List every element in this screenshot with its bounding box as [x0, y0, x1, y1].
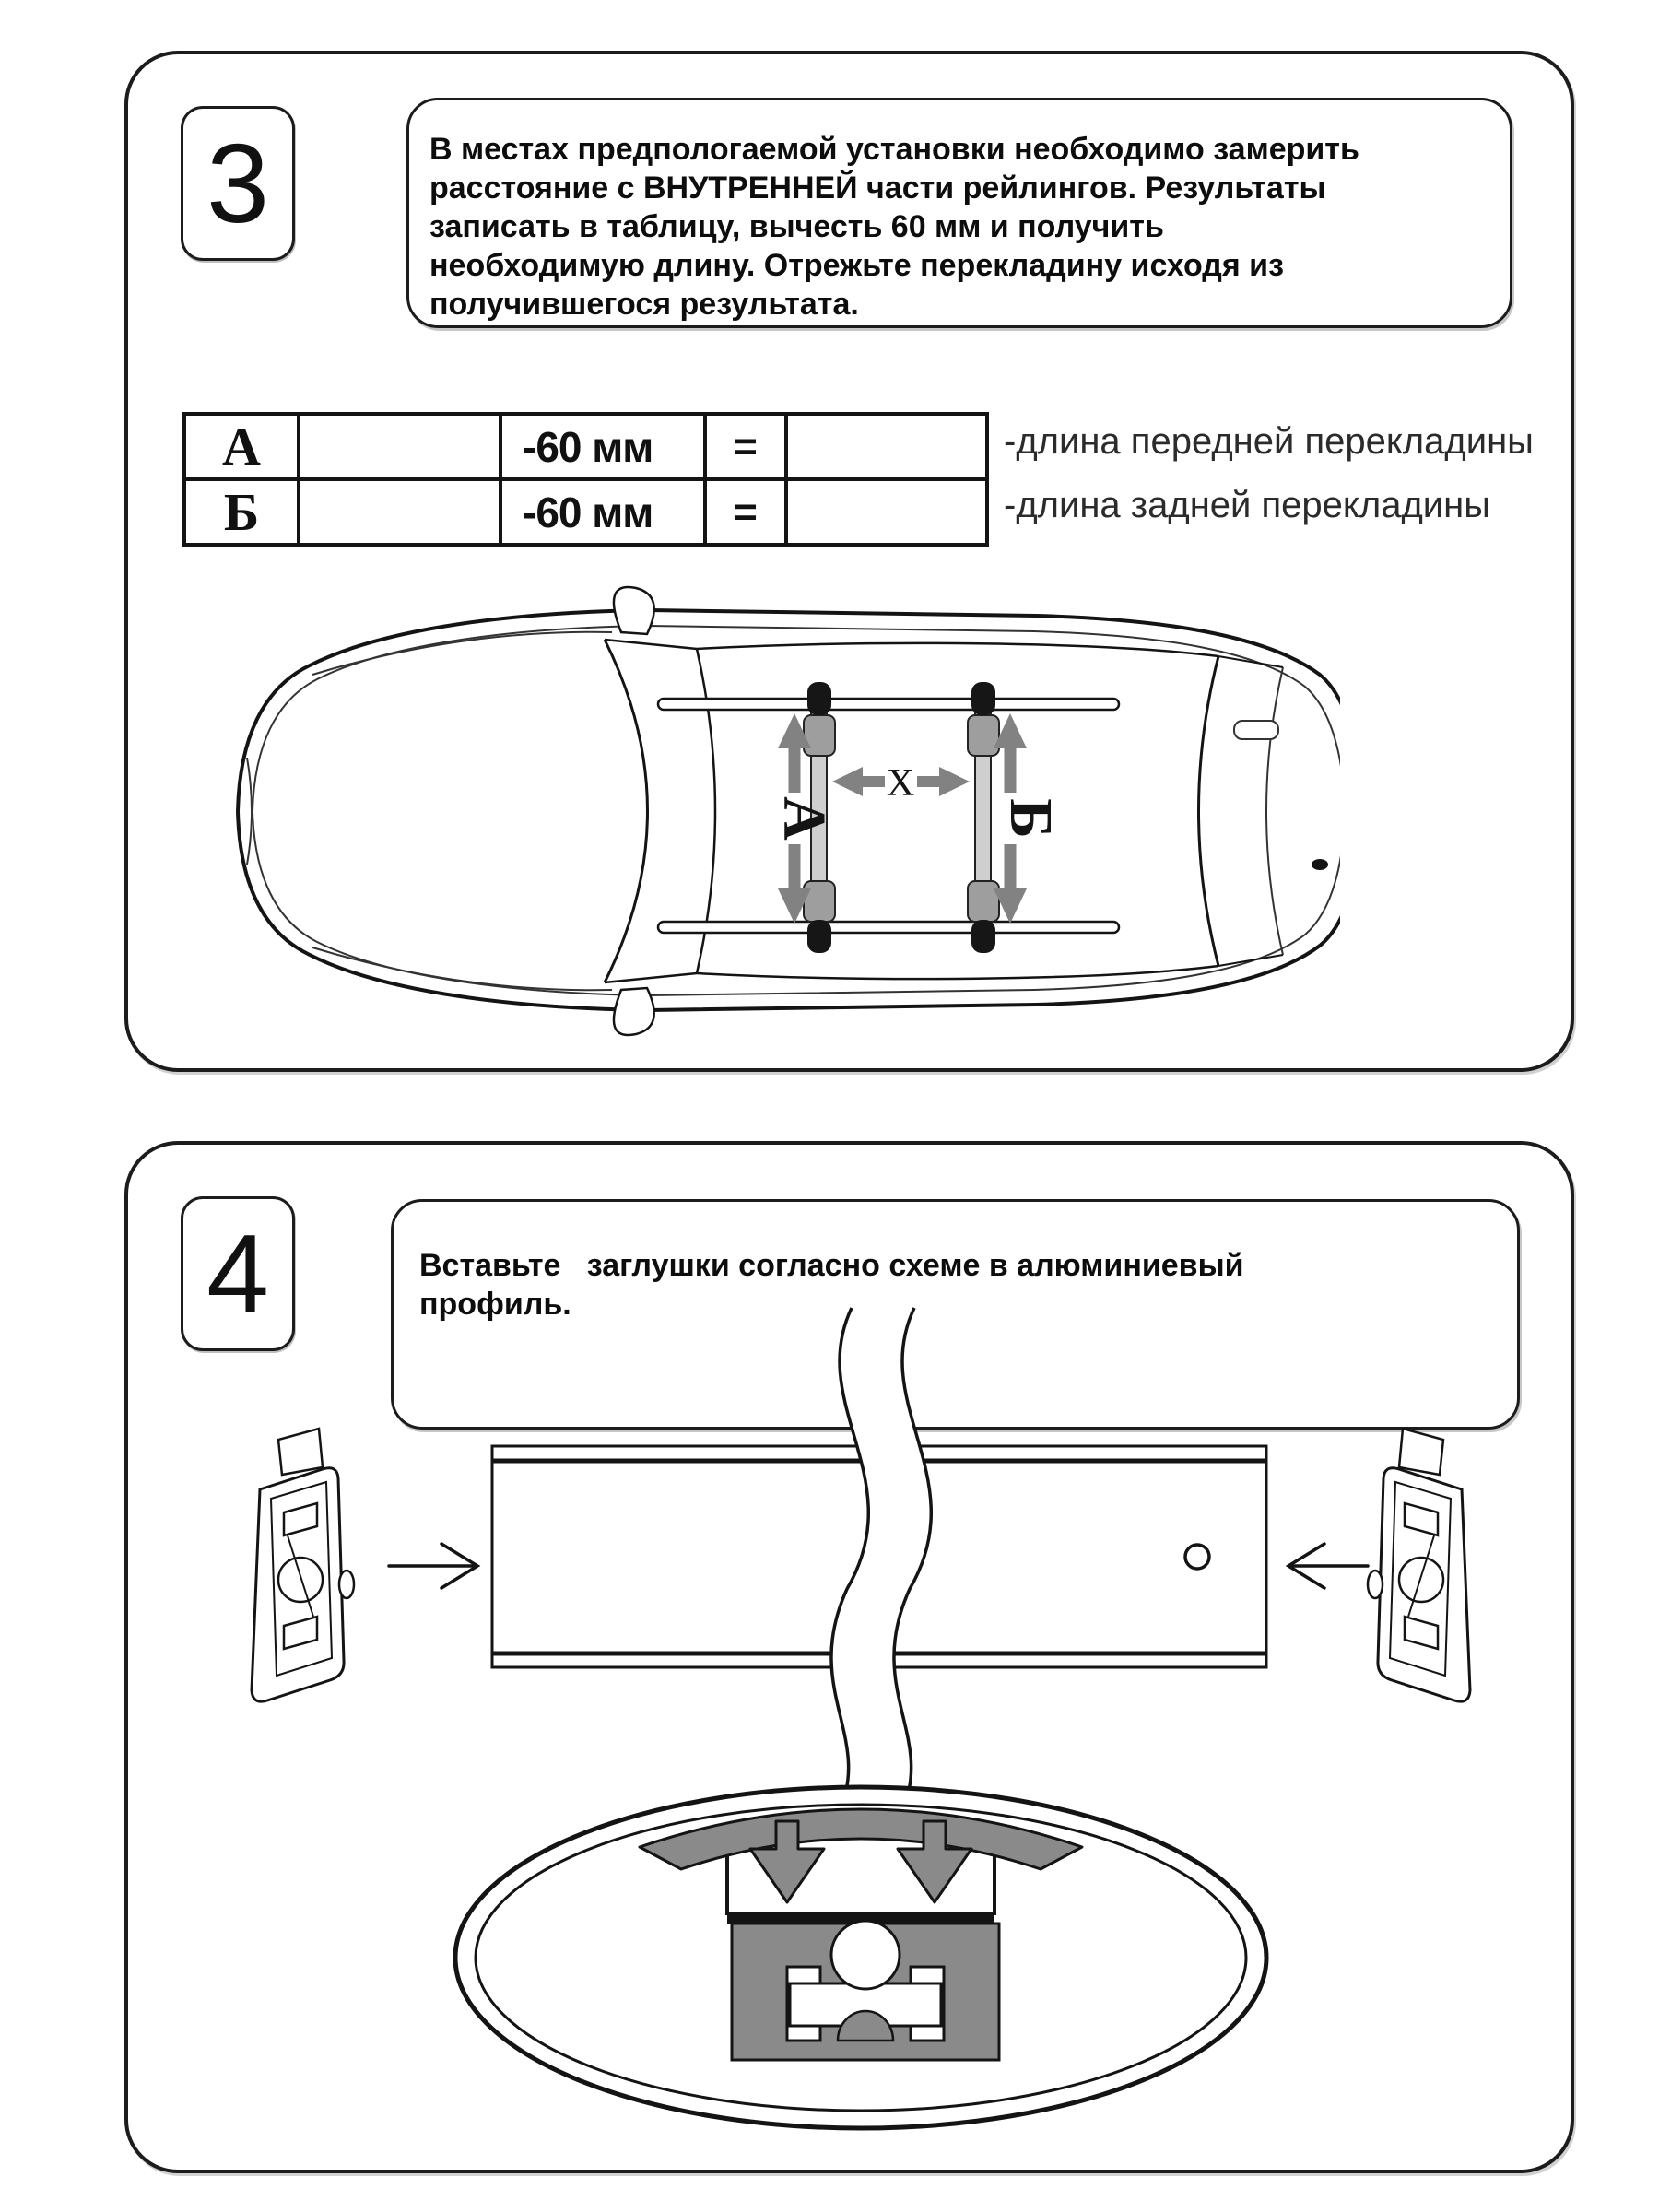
step3-panel [124, 51, 1574, 1072]
insert-arrow-left [389, 1544, 477, 1588]
antenna-dot [1312, 859, 1328, 870]
end-cap-left-icon [252, 1429, 354, 1701]
instruction-line: Вставьте заглушки согласно схеме в алюминиевый [419, 1248, 1244, 1283]
front-bar-caption: -длина передней перекладины [1004, 420, 1534, 462]
instruction-line: профиль. [419, 1287, 571, 1322]
rear-bar-caption: -длина задней перекладины [1004, 484, 1490, 525]
step4-panel [124, 1141, 1574, 2173]
rear-bar-label: Б [996, 798, 1065, 839]
instruction-line: расстояние с ВНУТРЕННЕЙ части рейлингов. Результаты [429, 171, 1326, 206]
step3-instruction-box [406, 98, 1512, 328]
profile-hole [1185, 1545, 1209, 1569]
step3-number: 3 [206, 121, 269, 246]
row-letter: Б [186, 481, 300, 543]
step3-number-badge [181, 106, 295, 261]
table-row-front [186, 416, 985, 481]
insert-arrow-right [1288, 1544, 1368, 1588]
end-cap-right-icon [1368, 1429, 1470, 1701]
car-top-view-icon [225, 573, 1340, 1053]
minus-60-label: -60 мм [502, 481, 707, 543]
measured-value-field [300, 416, 502, 477]
bar-cross-section-icon [455, 1787, 1266, 2128]
roof-rail-left [658, 699, 1119, 710]
side-mirror-icon [614, 988, 654, 1035]
measurement-table [182, 412, 989, 547]
table-row-rear [186, 481, 985, 543]
side-mirror-icon [614, 587, 654, 634]
front-bar-label: А [770, 796, 838, 841]
distance-x-label: X [886, 762, 915, 805]
step4-number: 4 [206, 1211, 269, 1336]
equals-sign: = [707, 416, 788, 477]
result-value-field [788, 481, 985, 543]
result-value-field [788, 416, 985, 477]
equals-sign: = [707, 481, 788, 543]
minus-60-label: -60 мм [502, 416, 707, 477]
instruction-line: получившегося результата. [429, 287, 859, 322]
instruction-line: необходимую длину. Отрежьте перекладину исходя из [429, 248, 1284, 283]
instruction-line: В местах предпологаемой установки необходимо замерить [429, 132, 1359, 167]
clamp-block [732, 1921, 999, 2060]
roof-detail [1234, 721, 1278, 739]
roof-rail-right [658, 922, 1119, 933]
row-letter: А [186, 416, 300, 477]
instruction-line: записать в таблицу, вычесть 60 мм и получить [429, 209, 1164, 244]
profile-assembly-diagram [142, 1294, 1561, 2165]
measured-value-field [300, 481, 502, 543]
